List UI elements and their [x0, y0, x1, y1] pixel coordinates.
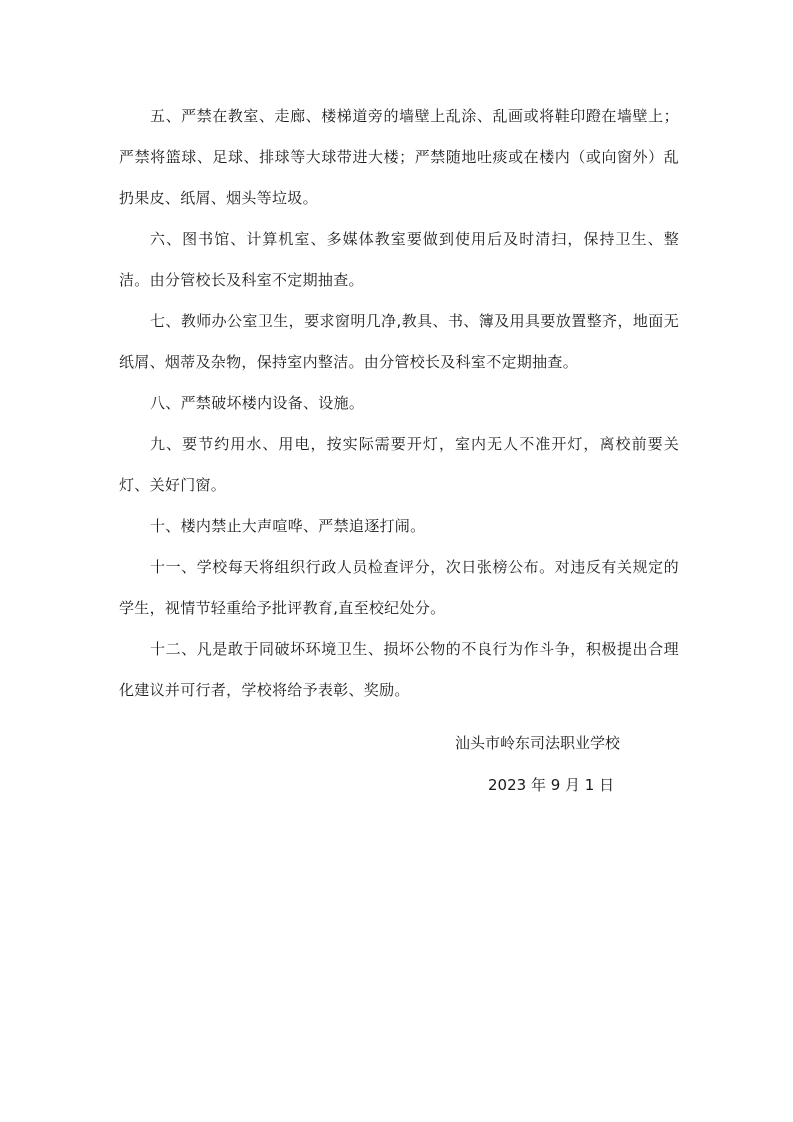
- signature-school: 汕头市岭东司法职业学校: [455, 734, 621, 752]
- paragraph-8: 八、严禁破坏楼内设备、设施。: [150, 394, 365, 412]
- paragraph-10: 十、楼内禁止大声喧哗、严禁追逐打闹。: [150, 517, 426, 535]
- document-body: [119, 96, 679, 711]
- paragraph-5: 五、严禁在教室、走廊、楼梯道旁的墙壁上乱涂、乱画或将鞋印蹬在墙壁上；严禁将篮球、足球、排球等大球带进大楼；严禁随地吐痰或在楼内（或向窗外）乱扔果皮、纸屑、烟头等垃圾。: [119, 107, 679, 207]
- paragraph-12: 十二、凡是敢于同破坏环境卫生、损坏公物的不良行为作斗争，积极提出合理化建议并可行者，学校将给予表彰、奖励。: [119, 640, 679, 699]
- paragraph-6: 六、图书馆、计算机室、多媒体教室要做到使用后及时清扫，保持卫生、整洁。由分管校长及科室不定期抽查。: [119, 230, 679, 289]
- paragraph-9: 九、要节约用水、用电，按实际需要开灯，室内无人不准开灯，离校前要关灯、关好门窗。: [119, 435, 679, 494]
- signature-date: 2023 年 9 月 1 日: [488, 776, 615, 794]
- paragraph-7: 七、教师办公室卫生，要求窗明几净,教具、书、簿及用具要放置整齐，地面无纸屑、烟蒂及杂物，保持室内整洁。由分管校长及科室不定期抽查。: [119, 312, 679, 371]
- paragraph-11: 十一、学校每天将组织行政人员检查评分，次日张榜公布。对违反有关规定的学生，视情节轻重给予批评教育,直至校纪处分。: [119, 558, 679, 617]
